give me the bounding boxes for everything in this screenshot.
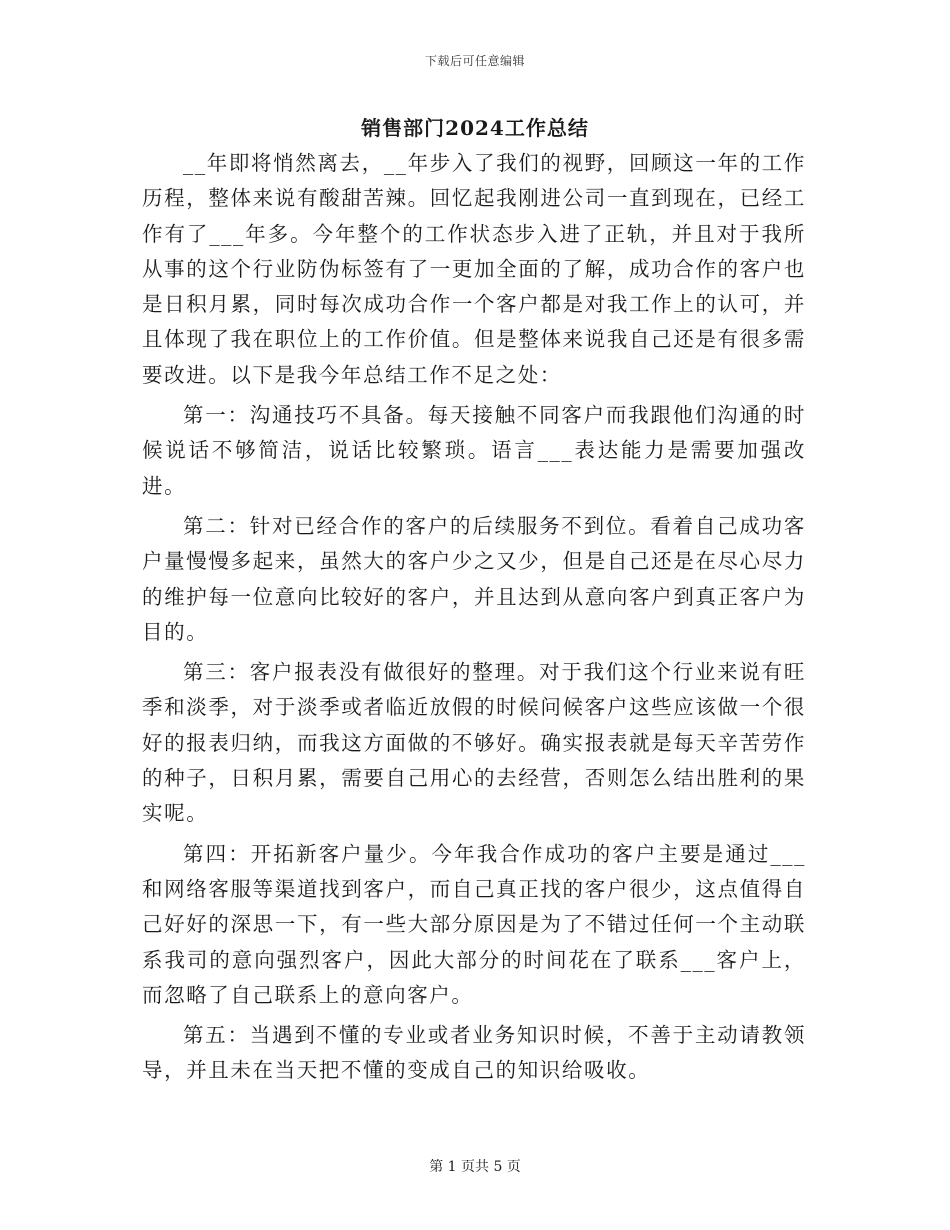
- header-note: 下载后可任意编辑: [424, 54, 525, 68]
- page-number: 第 1 页共 5 页: [429, 1159, 521, 1175]
- document-body: [142, 146, 806, 1089]
- paragraph-point-2: 第二：针对已经合作的客户的后续服务不到位。看着自己成功客户量慢慢多起来，虽然大的客户少之又少，但是自己还是在尽心尽力的维护每一位意向比较好的客户，并且达到从意向客户到真正客户为目的。: [142, 513, 806, 644]
- paragraph-intro: __年即将悄然离去，__年步入了我们的视野，回顾这一年的工作历程，整体来说有酸甜苦辣。回忆起我刚进公司一直到现在，已经工作有了___年多。今年整个的工作状态步入进了正轨，并且对于我所从事的这个行业防伪标签有了一更加全面的了解，成功合作的客户也是日积月累，同时每次成功合作一个客户都是对我工作上的认可，并且体现了我在职位上的工作价值。但是整体来说我自己还是有很多需要改进。以下是我今年总结工作不足之处：: [142, 151, 806, 387]
- paragraph-point-3: 第三：客户报表没有做很好的整理。对于我们这个行业来说有旺季和淡季，对于淡季或者临近放假的时候问候客户这些应该做一个很好的报表归纳，而我这方面做的不够好。确实报表就是每天辛苦劳作的种子，日积月累，需要自己用心的去经营，否则怎么结出胜利的果实呢。: [142, 660, 806, 826]
- document-title: 销售部门2024工作总结: [361, 116, 589, 140]
- paragraph-point-4: 第四：开拓新客户量少。今年我合作成功的客户主要是通过___和网络客服等渠道找到客户，而自己真正找的客户很少，这点值得自己好好的深思一下，有一些大部分原因是为了不错过任何一个主动联系我司的意向强烈客户，因此大部分的时间花在了联系___客户上，而忽略了自己联系上的意向客户。: [142, 841, 806, 1007]
- paragraph-point-1: 第一：沟通技巧不具备。每天接触不同客户而我跟他们沟通的时候说话不够简洁，说话比较繁琐。语言___表达能力是需要加强改进。: [142, 403, 806, 498]
- paragraph-point-5: 第五：当遇到不懂的专业或者业务知识时候，不善于主动请教领导，并且未在当天把不懂的变成自己的知识给吸收。: [142, 1023, 806, 1083]
